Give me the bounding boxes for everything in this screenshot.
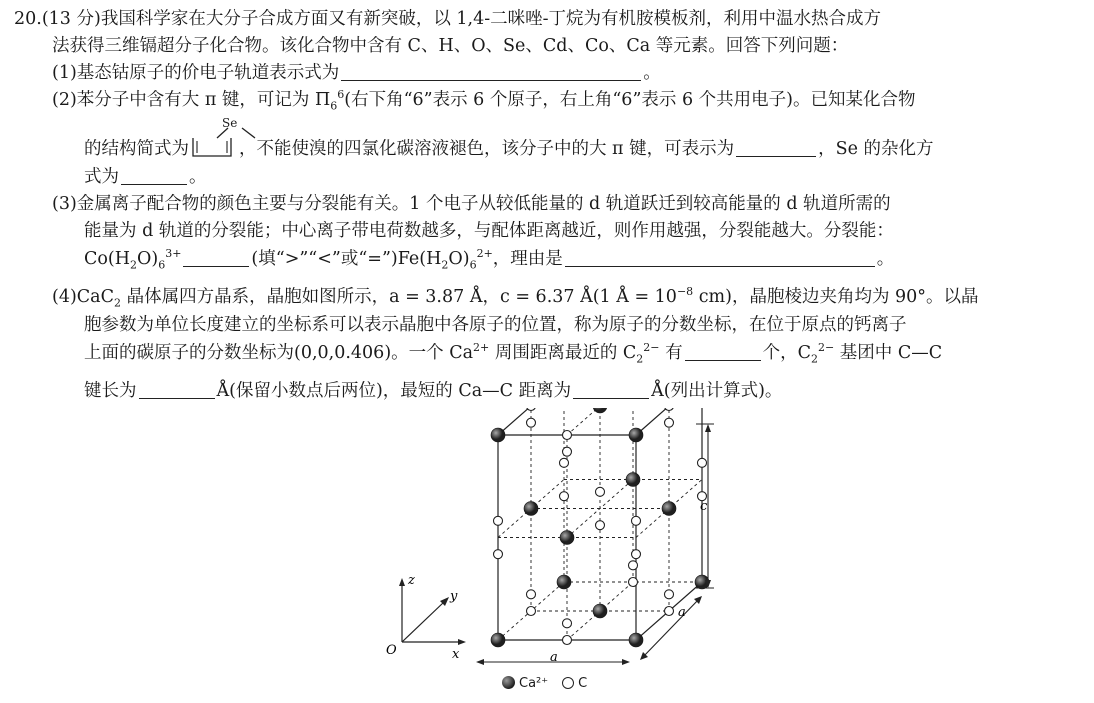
carbon-atom: [629, 578, 638, 587]
part3-end: 。: [876, 249, 895, 269]
co-complex-b: O): [137, 249, 159, 269]
carbon-atom: [527, 418, 536, 427]
part3-text-2: 能量为 d 轨道的分裂能；中心离子带电荷数越多，与配体距离越近，则作用越强，分裂能越大。分裂能：: [84, 221, 894, 241]
fe-h2o-subscript: 2: [441, 258, 449, 272]
part4-text-5: 上面的碳原子的分数坐标为(0,0,0.406)。一个 Ca: [84, 343, 474, 363]
x-axis-arrow: [458, 639, 466, 645]
carbon-atom: [665, 408, 674, 411]
y-axis: [402, 602, 444, 642]
part4-text-1: (4)CaC: [52, 287, 115, 307]
part4-distance-blank[interactable]: [573, 380, 649, 399]
part4-line-2: [84, 312, 907, 338]
part2-text-3: 的结构简式为: [84, 139, 189, 159]
ca-ion-legend-icon: [502, 676, 515, 689]
part2-text-6: 式为: [84, 167, 119, 187]
part4-text-10: 键长为: [84, 381, 137, 401]
se-atom-label: Se: [222, 116, 238, 130]
selenophene-top-bonds: [208, 122, 264, 144]
pi-superscript: 6: [337, 88, 345, 102]
z-axis-label: z: [408, 573, 415, 588]
carbon-atom: [527, 607, 536, 616]
c2-subscript-1: 2: [636, 352, 644, 366]
part4-line-3: [84, 340, 942, 366]
fe-complex-b: O): [448, 249, 470, 269]
ca-ion: [593, 408, 607, 413]
c-legend-label: C: [578, 676, 588, 691]
carbon-atom: [494, 550, 503, 559]
part2-text-4: ，不能使溴的四氯化碳溶液褪色，该分子中的大 π 键，可表示为: [239, 139, 735, 159]
carbon-atom: [527, 408, 536, 411]
question-number: 20.: [14, 9, 42, 29]
unit-cell-diagram: [380, 408, 720, 678]
intro-text-2: 法获得三维镉超分子化合物。该化合物中含有 C、H、O、Se、Cd、Co、Ca 等元素。回答下列问题：: [52, 36, 849, 56]
part4-text-9: 基团中 C—C: [834, 343, 943, 363]
a-arrow-left: [476, 659, 484, 665]
carbon-atom: [665, 607, 674, 616]
co-subscript: 6: [158, 258, 166, 272]
part3-line-2: [84, 218, 894, 244]
carbon-atom: [560, 458, 569, 467]
cac2-unit-cell-figure: [380, 408, 720, 700]
carbon-atom: [563, 619, 572, 628]
part4-text-8: 个，C: [762, 343, 811, 363]
ca-legend-label: Ca²⁺: [519, 676, 549, 691]
ca-ion: [524, 502, 538, 516]
a-side-label: a: [678, 605, 686, 620]
ca-ion: [629, 633, 643, 647]
ca-ion: [662, 502, 676, 516]
h2o-subscript: 2: [130, 258, 138, 272]
y-axis-label: y: [450, 589, 458, 604]
part3-compare-blank[interactable]: [183, 248, 249, 267]
part4-text-11: Å(保留小数点后两位)，最短的 Ca—C 距离为: [216, 381, 572, 401]
part4-text-3: cm)，晶胞棱边夹角均为 90°。以晶: [693, 287, 979, 307]
cac2-subscript: 2: [114, 296, 122, 310]
part4-line-1: [52, 284, 979, 310]
part2-end: 。: [189, 167, 207, 187]
question-score: (13 分): [41, 9, 101, 29]
carbon-atom: [632, 516, 641, 525]
part4-text-2: 晶体属四方晶系，晶胞如图所示，a = 3.87 Å，c = 6.37 Å(1 Å = 10: [121, 287, 677, 307]
part2-hybrid-answer-blank[interactable]: [121, 166, 187, 185]
intro-text-1: 我国科学家在大分子合成方面又有新突破，以 1,4-二咪唑-丁烷为有机胺模板剂，利用中温水热合成方: [100, 9, 882, 29]
carbon-atom: [560, 492, 569, 501]
part4-bond-length-blank[interactable]: [139, 380, 215, 399]
a-arrow-right: [622, 659, 630, 665]
co-complex-a: Co(H: [84, 249, 131, 269]
c2-charge-2: 2−: [817, 341, 835, 355]
carbon-legend-icon: [562, 677, 574, 689]
ca-ion: [560, 531, 574, 545]
part2-line-1: [52, 87, 915, 113]
exponent: −8: [676, 285, 694, 299]
carbon-atom: [632, 550, 641, 559]
part2-text-2: (右下角“6”表示 6 个原子，右上角“6”表示 6 个共用电子)。已知某化合物: [344, 90, 916, 110]
carbon-atom: [563, 636, 572, 645]
part2-text-1: (2)苯分子中含有大 π 键，可记为 Π: [52, 90, 331, 110]
c2-charge-1: 2−: [643, 341, 660, 355]
cell-atoms: [491, 408, 709, 647]
carbon-atom: [596, 487, 605, 496]
c-arrow-top: [705, 424, 711, 432]
question-intro-line-1: [14, 6, 881, 32]
carbon-atom: [563, 447, 572, 456]
part4-text-6: 周围距离最近的 C: [489, 343, 637, 363]
part4-text-7: 有: [659, 343, 683, 363]
c2-subscript-2: 2: [810, 352, 818, 366]
part1-end: 。: [643, 63, 661, 83]
part1-answer-blank[interactable]: [341, 62, 641, 81]
part2-text-5: ，Se 的杂化方: [818, 139, 934, 159]
carbon-atom: [527, 590, 536, 599]
origin-label: O: [386, 643, 397, 658]
part3-reason-blank[interactable]: [565, 248, 875, 267]
c-label: c: [700, 499, 708, 514]
figure-legend: [502, 676, 587, 691]
fe-charge: 2+: [476, 247, 493, 261]
a-bottom-label: a: [550, 650, 558, 665]
part4-count-blank[interactable]: [685, 342, 761, 361]
carbon-atom: [665, 590, 674, 599]
part2-line-3: [84, 164, 207, 190]
ca-ion: [629, 428, 643, 442]
part2-pi-answer-blank[interactable]: [736, 138, 816, 157]
part4-text-12: Å(列出计算式)。: [651, 381, 783, 401]
part3-fill-hint: (填“>”“<”或“=”)Fe(H: [251, 249, 442, 269]
fe-subscript: 6: [469, 258, 477, 272]
ca-ion: [626, 473, 640, 487]
ca-ion: [557, 575, 571, 589]
part1-line: [52, 60, 661, 86]
question-intro-line-2: [52, 33, 848, 59]
ca-ion: [491, 633, 505, 647]
carbon-atom: [629, 561, 638, 570]
part3-line-1: [52, 191, 891, 217]
co-charge: 3+: [165, 247, 182, 261]
ca-ion: [491, 428, 505, 442]
carbon-atom: [665, 418, 674, 427]
carbon-atom: [494, 516, 503, 525]
part3-reason-label: ，理由是: [492, 249, 563, 269]
carbon-atom: [596, 521, 605, 530]
x-axis-label: x: [452, 647, 460, 662]
ca-ion: [593, 604, 607, 618]
ca-charge: 2+: [473, 341, 490, 355]
part3-text-1: (3)金属离子配合物的颜色主要与分裂能有关。1 个电子从较低能量的 d 轨道跃迁到较高能量的 d 轨道所需的: [52, 194, 891, 214]
part4-line-4: [84, 378, 782, 404]
pi-subscript: 6: [330, 99, 338, 113]
part4-text-4: 胞参数为单位长度建立的坐标系可以表示晶胞中各原子的位置，称为原子的分数坐标，在位于原点的钙离子: [84, 315, 907, 335]
z-axis-arrow: [399, 578, 405, 586]
carbon-atom: [698, 458, 707, 467]
carbon-atom: [563, 431, 572, 440]
part1-text: (1)基态钴原子的价电子轨道表示式为: [52, 63, 340, 83]
part3-line-3: [84, 246, 894, 272]
